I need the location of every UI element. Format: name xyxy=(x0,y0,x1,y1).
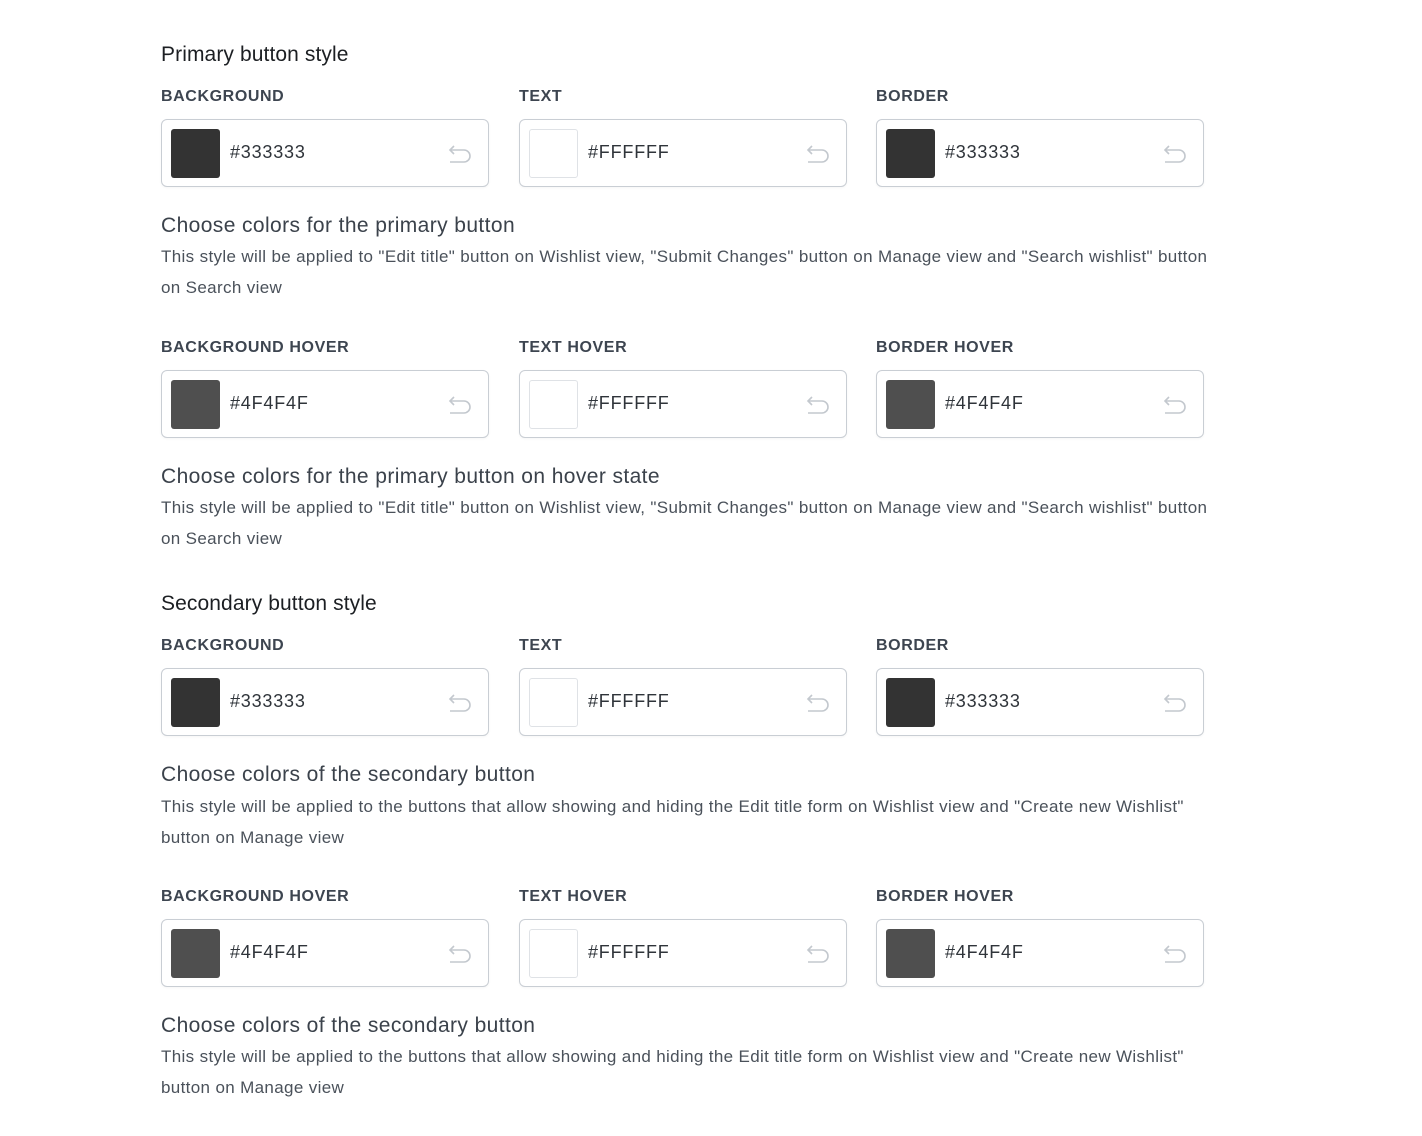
hex-value[interactable]: #FFFFFF xyxy=(588,691,670,711)
hex-value[interactable]: #4F4F4F xyxy=(945,393,1024,413)
color-picker-input[interactable] xyxy=(161,370,489,438)
color-picker-input[interactable] xyxy=(519,119,847,187)
field-label: BACKGROUND xyxy=(161,637,285,654)
undo-arrow-icon[interactable] xyxy=(802,142,830,166)
color-swatch[interactable] xyxy=(886,929,935,978)
hex-value[interactable]: #4F4F4F xyxy=(945,942,1024,962)
color-picker-input[interactable] xyxy=(876,370,1204,438)
color-picker-input[interactable] xyxy=(876,919,1204,987)
undo-arrow-icon[interactable] xyxy=(802,393,830,417)
color-picker-input[interactable] xyxy=(519,370,847,438)
undo-arrow-icon[interactable] xyxy=(1159,691,1187,715)
help-title: Choose colors of the secondary button xyxy=(161,763,536,786)
field-label: TEXT HOVER xyxy=(519,888,628,905)
primary-hover-colors-row xyxy=(161,339,1221,459)
field-label: BORDER HOVER xyxy=(876,888,1014,905)
hex-value[interactable]: #333333 xyxy=(945,691,1021,711)
color-picker-input[interactable] xyxy=(876,119,1204,187)
color-swatch[interactable] xyxy=(529,678,578,727)
hex-value[interactable]: #4F4F4F xyxy=(230,942,309,962)
color-swatch[interactable] xyxy=(886,380,935,429)
field-label: BACKGROUND HOVER xyxy=(161,888,350,905)
undo-arrow-icon[interactable] xyxy=(444,393,472,417)
undo-arrow-icon[interactable] xyxy=(802,942,830,966)
color-picker-input[interactable] xyxy=(519,919,847,987)
undo-arrow-icon[interactable] xyxy=(802,691,830,715)
color-swatch[interactable] xyxy=(886,129,935,178)
help-title: Choose colors of the secondary button xyxy=(161,1014,536,1037)
field-label: BACKGROUND xyxy=(161,88,285,105)
undo-arrow-icon[interactable] xyxy=(444,142,472,166)
field-label: TEXT HOVER xyxy=(519,339,628,356)
primary-colors-row xyxy=(161,88,1221,208)
undo-arrow-icon[interactable] xyxy=(1159,393,1187,417)
color-picker-input[interactable] xyxy=(161,668,489,736)
color-swatch[interactable] xyxy=(171,678,220,727)
color-swatch[interactable] xyxy=(171,380,220,429)
hex-value[interactable]: #333333 xyxy=(945,142,1021,162)
hex-value[interactable]: #FFFFFF xyxy=(588,942,670,962)
color-swatch[interactable] xyxy=(171,129,220,178)
color-picker-input[interactable] xyxy=(519,668,847,736)
undo-arrow-icon[interactable] xyxy=(1159,942,1187,966)
undo-arrow-icon[interactable] xyxy=(444,942,472,966)
hex-value[interactable]: #4F4F4F xyxy=(230,393,309,413)
secondary-colors-row xyxy=(161,637,1221,757)
hex-value[interactable]: #FFFFFF xyxy=(588,393,670,413)
field-label: BORDER HOVER xyxy=(876,339,1014,356)
hex-value[interactable]: #FFFFFF xyxy=(588,142,670,162)
color-swatch[interactable] xyxy=(171,929,220,978)
field-label: BORDER xyxy=(876,88,949,105)
field-label: BORDER xyxy=(876,637,949,654)
help-title: Choose colors for the primary button xyxy=(161,214,516,237)
help-description: This style will be applied to the buttons that allow showing and hiding the Edit title form on Wishlist view and "Create new Wishlist" button on Manage view xyxy=(161,1047,1184,1097)
color-swatch[interactable] xyxy=(886,678,935,727)
help-description: This style will be applied to the buttons that allow showing and hiding the Edit title form on Wishlist view and "Create new Wishlist" button on Manage view xyxy=(161,797,1184,847)
primary-section-title: Primary button style xyxy=(161,43,349,66)
color-swatch[interactable] xyxy=(529,929,578,978)
color-picker-input[interactable] xyxy=(876,668,1204,736)
hex-value[interactable]: #333333 xyxy=(230,142,306,162)
undo-arrow-icon[interactable] xyxy=(444,691,472,715)
secondary-hover-colors-row xyxy=(161,888,1221,1008)
help-description: This style will be applied to "Edit title" button on Wishlist view, "Submit Changes" button on Manage view and "Search wishlist" button on Search view xyxy=(161,498,1208,548)
secondary-section-title: Secondary button style xyxy=(161,592,377,615)
undo-arrow-icon[interactable] xyxy=(1159,142,1187,166)
color-swatch[interactable] xyxy=(529,129,578,178)
help-title: Choose colors for the primary button on hover state xyxy=(161,465,660,488)
help-description: This style will be applied to "Edit title" button on Wishlist view, "Submit Changes" button on Manage view and "Search wishlist" button on Search view xyxy=(161,247,1208,297)
hex-value[interactable]: #333333 xyxy=(230,691,306,711)
field-label: TEXT xyxy=(519,88,563,105)
color-swatch[interactable] xyxy=(529,380,578,429)
field-label: TEXT xyxy=(519,637,563,654)
color-picker-input[interactable] xyxy=(161,919,489,987)
color-picker-input[interactable] xyxy=(161,119,489,187)
field-label: BACKGROUND HOVER xyxy=(161,339,350,356)
